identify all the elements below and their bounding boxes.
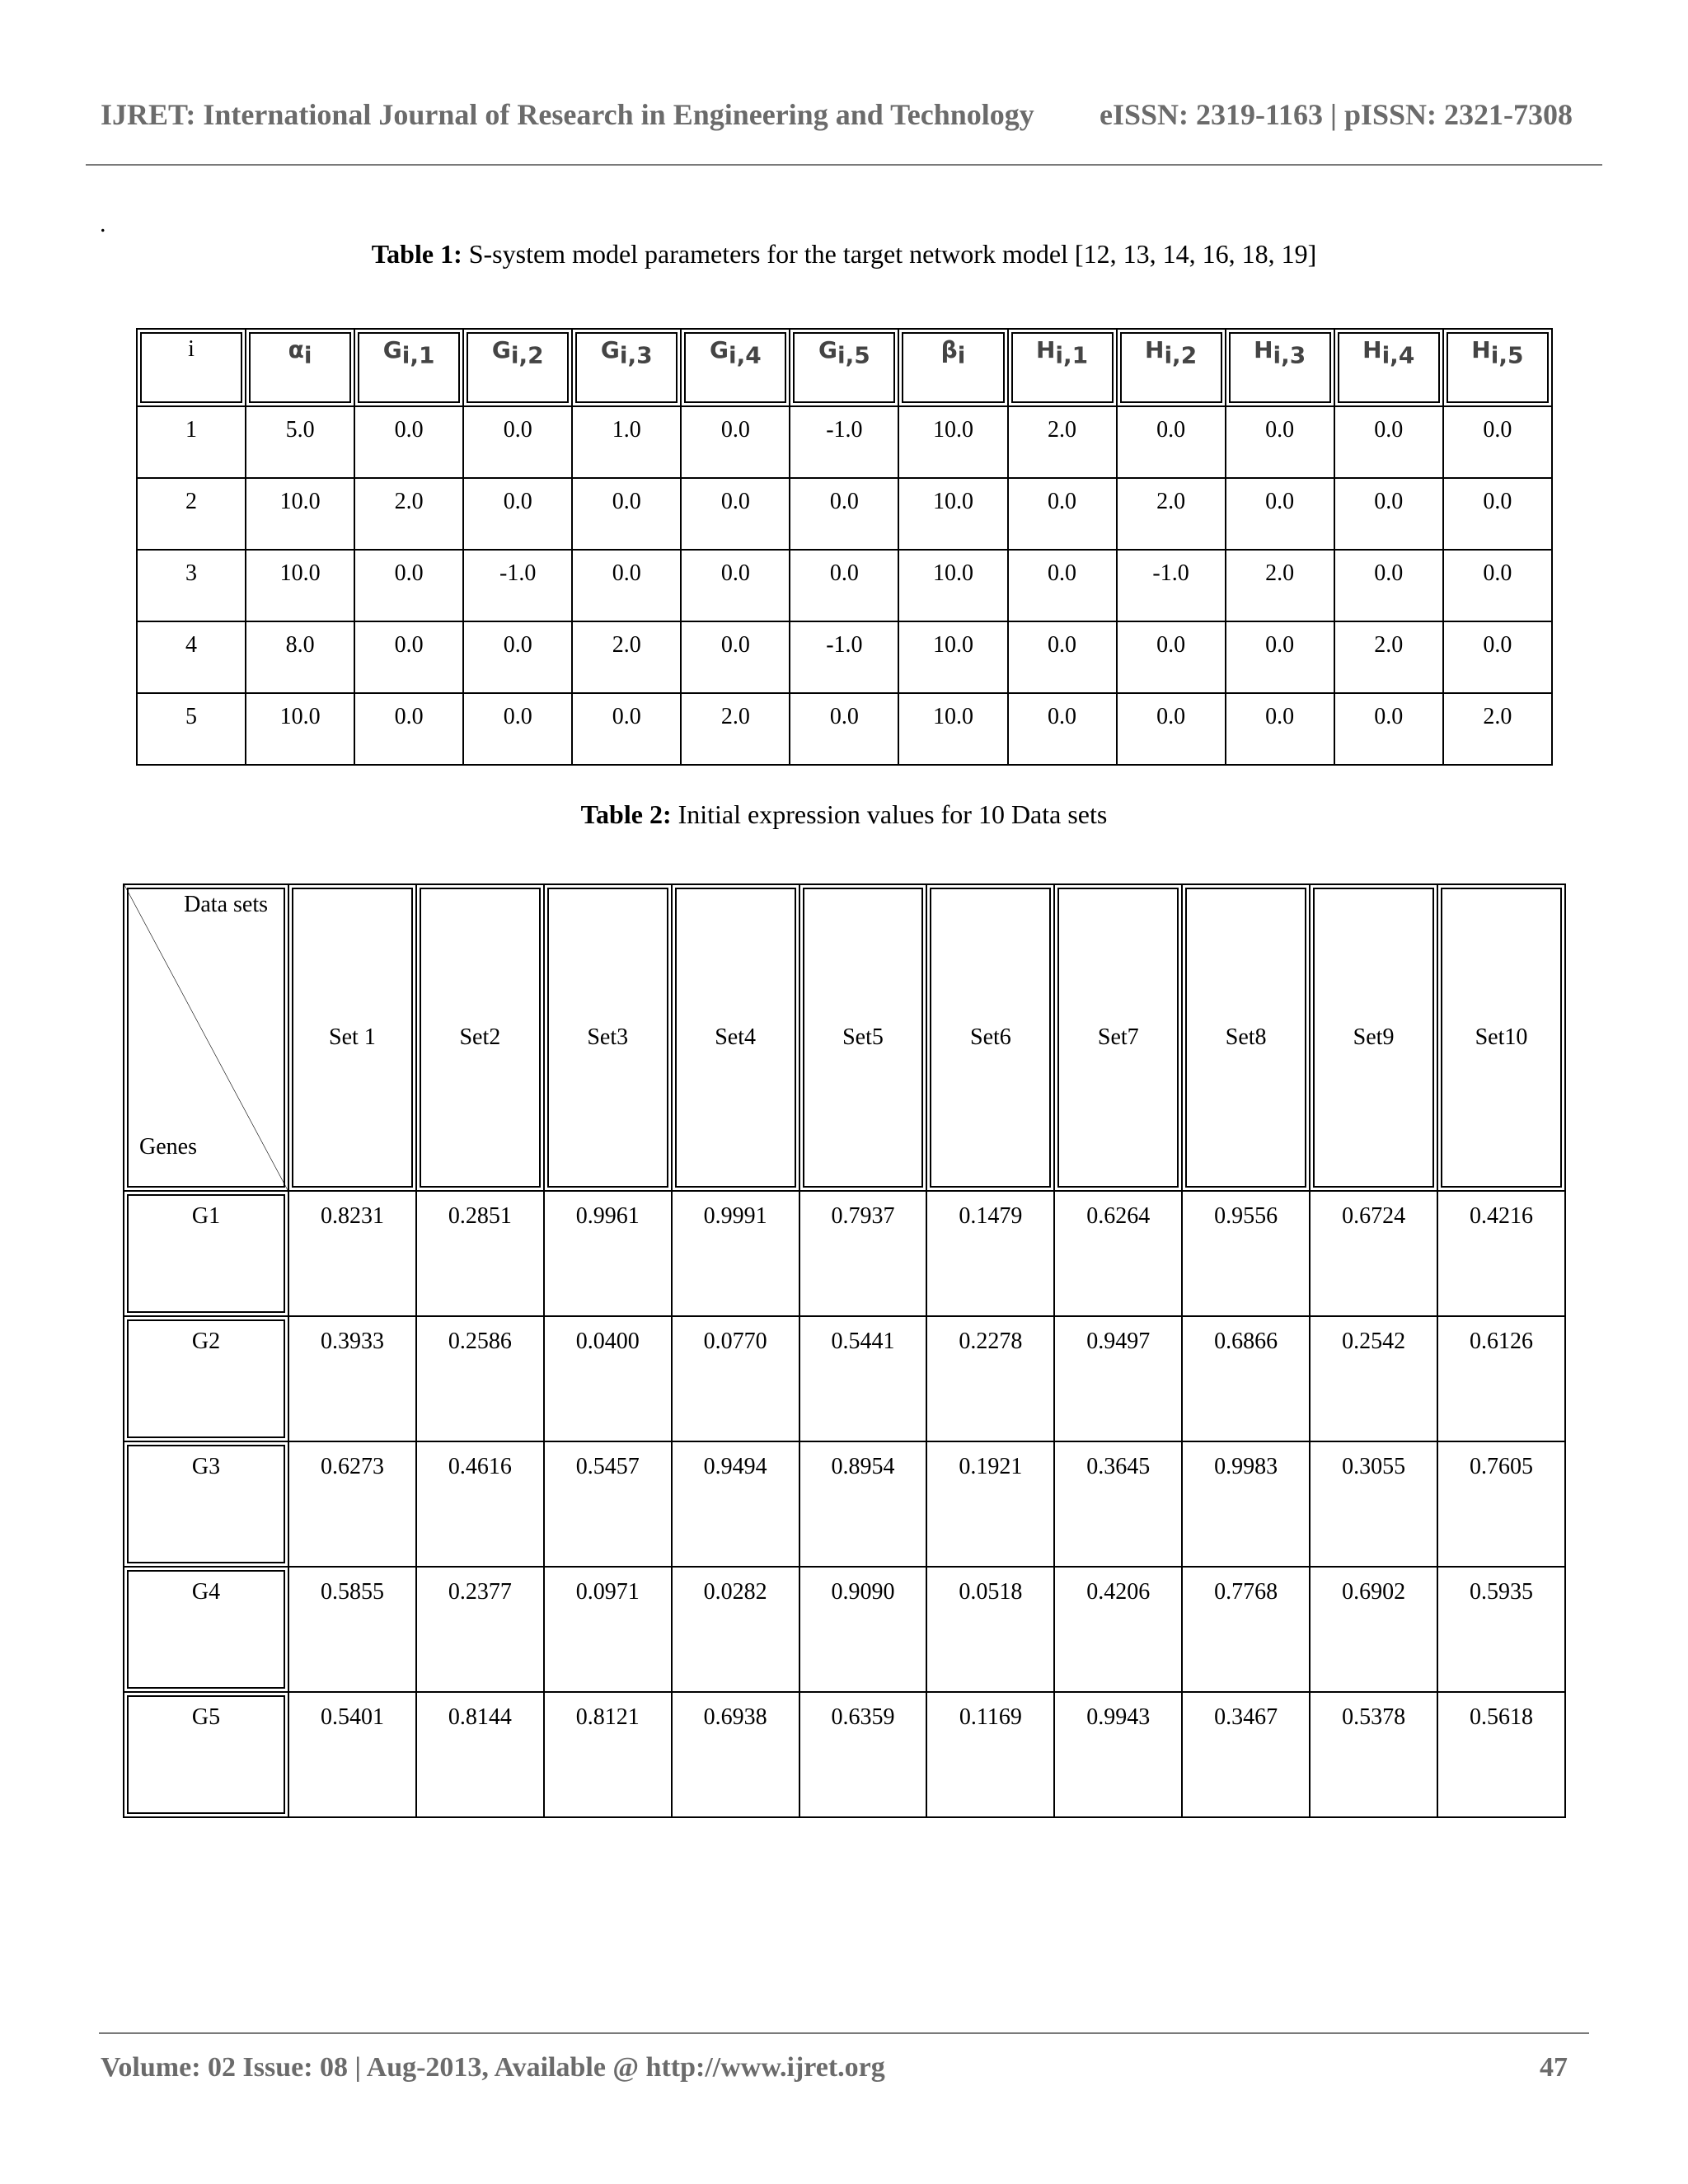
table-cell: 0.0 <box>463 406 572 478</box>
table-cell: 1 <box>137 406 246 478</box>
table-cell: -1.0 <box>790 621 898 693</box>
footer-rule <box>99 2032 1589 2034</box>
table-cell: 2.0 <box>1334 621 1443 693</box>
table-cell: 0.0282 <box>672 1567 799 1692</box>
table-cell: 2 <box>137 478 246 550</box>
dataset-header-cell: Set9 <box>1310 884 1437 1191</box>
table-cell: 8.0 <box>246 621 354 693</box>
header-symbol: H <box>1471 336 1491 363</box>
header-symbol: G <box>600 336 620 363</box>
running-footer <box>101 2052 1568 2083</box>
table-cell: 0.0 <box>790 693 898 765</box>
table-cell: 0.0 <box>1334 406 1443 478</box>
table-cell: 0.9497 <box>1054 1316 1182 1441</box>
table-cell: 0.0 <box>463 621 572 693</box>
table1-header-cell <box>1117 329 1226 406</box>
journal-title: IJRET: International Journal of Research in Engineering and Technology <box>101 98 1034 131</box>
table-cell: 0.0 <box>1443 621 1552 693</box>
table-cell: 10.0 <box>898 693 1007 765</box>
table-cell: 2.0 <box>1443 693 1552 765</box>
table-cell: 0.0 <box>572 478 681 550</box>
table-cell: 0.0 <box>1008 478 1117 550</box>
table-cell: 0.0 <box>572 693 681 765</box>
table-row <box>124 1316 1565 1441</box>
corner-cell <box>124 884 288 1191</box>
header-subscript: i,3 <box>1273 341 1306 369</box>
table1-header-cell <box>1334 329 1443 406</box>
table-cell: 0.8954 <box>799 1441 927 1567</box>
table-row <box>124 1692 1565 1817</box>
table1-header-cell <box>1008 329 1117 406</box>
table-cell: 10.0 <box>898 550 1007 621</box>
table-cell: 0.6273 <box>288 1441 416 1567</box>
table-cell: 0.0400 <box>544 1316 672 1441</box>
table-cell: 0.2278 <box>926 1316 1054 1441</box>
gene-label: G5 <box>124 1692 288 1817</box>
header-subscript: i,2 <box>510 341 544 369</box>
table-cell: 0.5378 <box>1310 1692 1437 1817</box>
header-subscript: i <box>303 341 312 369</box>
table-cell: 0.2851 <box>416 1191 544 1316</box>
table1-header-cell <box>463 329 572 406</box>
table-row <box>124 1441 1565 1567</box>
table2-caption-label: Table 2: <box>580 799 672 829</box>
table-cell: 0.4616 <box>416 1441 544 1567</box>
table-row <box>137 478 1552 550</box>
table-row <box>137 621 1552 693</box>
table-cell: 0.0971 <box>544 1567 672 1692</box>
issn-info: eISSN: 2319-1163 | pISSN: 2321-7308 <box>1100 98 1573 131</box>
table-cell: 0.9494 <box>672 1441 799 1567</box>
table-cell: 0.0 <box>1008 550 1117 621</box>
dataset-header-cell: Set2 <box>416 884 544 1191</box>
table-cell: 0.0 <box>681 478 790 550</box>
table-cell: 10.0 <box>246 693 354 765</box>
table-cell: 0.5618 <box>1437 1692 1565 1817</box>
header-symbol: α <box>288 336 304 363</box>
table-cell: 0.7605 <box>1437 1441 1565 1567</box>
gene-label: G4 <box>124 1567 288 1692</box>
table1-header-cell <box>790 329 898 406</box>
corner-label-genes: Genes <box>139 1134 197 1160</box>
table1-header-cell <box>898 329 1007 406</box>
table-cell: 0.2377 <box>416 1567 544 1692</box>
table-cell: 10.0 <box>246 550 354 621</box>
header-symbol: G <box>818 336 838 363</box>
header-symbol: H <box>1145 336 1165 363</box>
running-header <box>101 97 1584 132</box>
table-cell: 0.9991 <box>672 1191 799 1316</box>
table-cell: 2.0 <box>1008 406 1117 478</box>
table-cell: 0.0 <box>1117 621 1226 693</box>
header-subscript: i,5 <box>1490 341 1524 369</box>
table-cell: 0.8144 <box>416 1692 544 1817</box>
header-symbol: H <box>1362 336 1382 363</box>
table-cell: -1.0 <box>1117 550 1226 621</box>
table-cell: 0.4206 <box>1054 1567 1182 1692</box>
table-cell: 3 <box>137 550 246 621</box>
table-cell: 2.0 <box>354 478 463 550</box>
table-cell: 0.6866 <box>1182 1316 1310 1441</box>
table1-caption-label: Table 1: <box>371 239 462 269</box>
header-subscript: i,4 <box>1381 341 1415 369</box>
gene-label: G3 <box>124 1441 288 1567</box>
table-cell: 0.0 <box>354 406 463 478</box>
header-symbol: G <box>491 336 511 363</box>
table-cell: 0.0 <box>681 621 790 693</box>
table-cell: 0.5441 <box>799 1316 927 1441</box>
table-row <box>124 1191 1565 1316</box>
dataset-header-cell: Set8 <box>1182 884 1310 1191</box>
table-cell: 0.0 <box>790 478 898 550</box>
table-cell: 0.0 <box>1443 550 1552 621</box>
header-subscript: i,1 <box>401 341 435 369</box>
table-cell: 0.9961 <box>544 1191 672 1316</box>
table-cell: 5.0 <box>246 406 354 478</box>
table1-header-cell <box>1443 329 1552 406</box>
table2-caption <box>0 799 1688 830</box>
table1-caption-text: S-system model parameters for the target network model [12, 13, 14, 16, 18, 19] <box>462 239 1317 269</box>
table-cell: 0.5401 <box>288 1692 416 1817</box>
table1-header-cell <box>572 329 681 406</box>
table1-header-cell <box>681 329 790 406</box>
table1-header-cell <box>1226 329 1334 406</box>
header-symbol: β <box>940 336 958 363</box>
table-cell: 10.0 <box>898 478 1007 550</box>
table1-header-cell <box>137 329 246 406</box>
header-subscript: i,2 <box>1164 341 1198 369</box>
table-cell: 0.6938 <box>672 1692 799 1817</box>
table-cell: 0.6902 <box>1310 1567 1437 1692</box>
table-cell: 0.0 <box>1226 693 1334 765</box>
header-symbol: H <box>1254 336 1273 363</box>
parameters-table <box>136 328 1553 766</box>
table-cell: 0.3933 <box>288 1316 416 1441</box>
table-row <box>137 693 1552 765</box>
table-cell: 0.0 <box>1226 621 1334 693</box>
stray-mark: . <box>100 210 106 237</box>
table-cell: 0.0 <box>1334 550 1443 621</box>
table-cell: 0.5855 <box>288 1567 416 1692</box>
table1-caption <box>0 239 1688 269</box>
table-row <box>137 550 1552 621</box>
table-cell: 0.0 <box>463 478 572 550</box>
table-cell: 0.0 <box>1226 406 1334 478</box>
table-cell: 0.8231 <box>288 1191 416 1316</box>
table-cell: 0.0770 <box>672 1316 799 1441</box>
table-cell: 0.0 <box>1334 478 1443 550</box>
table-cell: 0.7937 <box>799 1191 927 1316</box>
header-symbol: G <box>382 336 402 363</box>
table-cell: 0.0 <box>1443 478 1552 550</box>
dataset-header-cell: Set5 <box>799 884 927 1191</box>
table-cell: 0.4216 <box>1437 1191 1565 1316</box>
gene-label: G2 <box>124 1316 288 1441</box>
header-subscript: i,5 <box>837 341 870 369</box>
table-cell: 0.0 <box>354 621 463 693</box>
table-cell: 0.0 <box>463 693 572 765</box>
table-cell: 0.0 <box>1226 478 1334 550</box>
table-cell: 0.1921 <box>926 1441 1054 1567</box>
table-cell: 2.0 <box>572 621 681 693</box>
table-cell: 0.6126 <box>1437 1316 1565 1441</box>
table-cell: 0.0 <box>681 550 790 621</box>
table-cell: 2.0 <box>681 693 790 765</box>
table-cell: 0.0 <box>1117 406 1226 478</box>
table-cell: 0.0 <box>354 550 463 621</box>
table-cell: 0.0 <box>572 550 681 621</box>
table-cell: -1.0 <box>463 550 572 621</box>
table-cell: -1.0 <box>790 406 898 478</box>
table-cell: 10.0 <box>898 406 1007 478</box>
gene-label: G1 <box>124 1191 288 1316</box>
table-cell: 0.7768 <box>1182 1567 1310 1692</box>
table-row <box>124 1567 1565 1692</box>
table-cell: 0.9983 <box>1182 1441 1310 1567</box>
table-cell: 1.0 <box>572 406 681 478</box>
header-subscript: i,4 <box>728 341 762 369</box>
header-rule <box>86 164 1602 166</box>
table2-header-row <box>124 884 1565 1191</box>
table-cell: 10.0 <box>246 478 354 550</box>
table1-header-row <box>137 329 1552 406</box>
dataset-header-cell: Set4 <box>672 884 799 1191</box>
table-cell: 5 <box>137 693 246 765</box>
table-cell: 0.0 <box>1008 621 1117 693</box>
header-symbol: i <box>188 336 195 362</box>
table-cell: 0.6724 <box>1310 1191 1437 1316</box>
table-cell: 0.5935 <box>1437 1567 1565 1692</box>
table-cell: 0.1479 <box>926 1191 1054 1316</box>
table-cell: 0.2586 <box>416 1316 544 1441</box>
table1-header-cell <box>354 329 463 406</box>
header-symbol: G <box>709 336 729 363</box>
table2-caption-text: Initial expression values for 10 Data sets <box>671 799 1108 829</box>
table-cell: 0.0 <box>1008 693 1117 765</box>
table-cell: 0.6264 <box>1054 1191 1182 1316</box>
table-cell: 2.0 <box>1117 478 1226 550</box>
table-cell: 0.0 <box>681 406 790 478</box>
table-cell: 0.8121 <box>544 1692 672 1817</box>
volume-info: Volume: 02 Issue: 08 | Aug-2013, Available @ http://www.ijret.org <box>101 2052 885 2083</box>
table-cell: 0.9556 <box>1182 1191 1310 1316</box>
table-cell: 4 <box>137 621 246 693</box>
table-cell: 0.0 <box>1443 406 1552 478</box>
dataset-header-cell: Set7 <box>1054 884 1182 1191</box>
table-cell: 0.1169 <box>926 1692 1054 1817</box>
table-cell: 0.3467 <box>1182 1692 1310 1817</box>
header-subscript: i,3 <box>619 341 653 369</box>
table-cell: 0.3055 <box>1310 1441 1437 1567</box>
table-cell: 0.0 <box>1117 693 1226 765</box>
header-subscript: i <box>957 341 966 369</box>
table-cell: 2.0 <box>1226 550 1334 621</box>
table-cell: 0.0 <box>790 550 898 621</box>
table-cell: 0.3645 <box>1054 1441 1182 1567</box>
table-cell: 0.9090 <box>799 1567 927 1692</box>
table-cell: 0.9943 <box>1054 1692 1182 1817</box>
table-cell: 0.6359 <box>799 1692 927 1817</box>
table-cell: 0.0518 <box>926 1567 1054 1692</box>
table-cell: 0.0 <box>1334 693 1443 765</box>
header-subscript: i,1 <box>1055 341 1089 369</box>
table-row <box>137 406 1552 478</box>
page-number: 47 <box>1540 2052 1568 2083</box>
table1-header-cell <box>246 329 354 406</box>
table-cell: 0.0 <box>354 693 463 765</box>
corner-label-datasets: Data sets <box>184 892 268 917</box>
table-cell: 0.5457 <box>544 1441 672 1567</box>
header-symbol: H <box>1035 336 1056 363</box>
dataset-header-cell: Set6 <box>926 884 1054 1191</box>
dataset-header-cell: Set 1 <box>288 884 416 1191</box>
dataset-header-cell: Set3 <box>544 884 672 1191</box>
initial-expression-table <box>123 883 1566 1818</box>
table-cell: 10.0 <box>898 621 1007 693</box>
table-cell: 0.2542 <box>1310 1316 1437 1441</box>
dataset-header-cell: Set10 <box>1437 884 1565 1191</box>
